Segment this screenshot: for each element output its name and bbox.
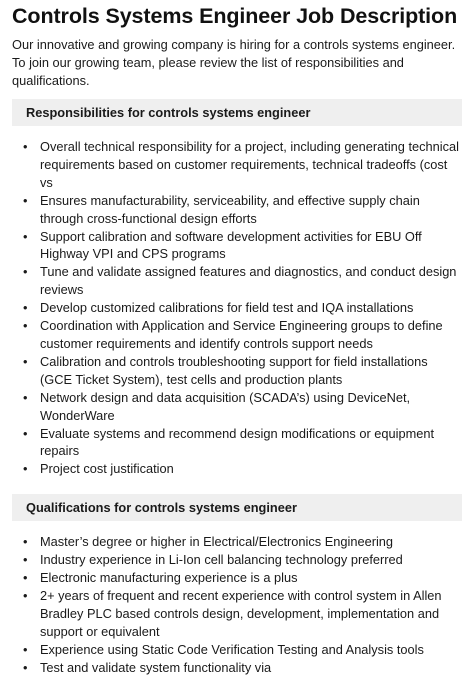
list-item: • Ensures manufacturability, serviceability, and effective supply chain through cross-functional design efforts bbox=[23, 192, 420, 226]
list-item: • Industry experience in Li-Ion cell balancing technology preferred bbox=[23, 552, 403, 568]
list-item: • Master’s degree or higher in Electrical/Electronics Engineering bbox=[23, 534, 394, 550]
list-item: • Project cost justification bbox=[23, 461, 174, 477]
bullet-icon: • bbox=[23, 353, 28, 369]
bullet-icon: • bbox=[23, 552, 28, 568]
responsibilities-heading: Responsibilities for controls systems engineer bbox=[12, 99, 462, 126]
bullet-icon: • bbox=[23, 264, 28, 280]
bullet-icon: • bbox=[23, 641, 28, 657]
bullet-icon: • bbox=[23, 192, 28, 208]
list-item: • Network design and data acquisition (SCADA’s) using DeviceNet, WonderWare bbox=[23, 389, 411, 423]
list-item: • Test and validate system functionality via bbox=[23, 659, 272, 675]
list-item: • Overall technical responsibility for a project, including generating technical requirements based on customer requirements, technical tradeoffs (cost vs bbox=[23, 139, 459, 190]
bullet-icon: • bbox=[23, 139, 28, 154]
bullet-icon: • bbox=[23, 389, 28, 405]
list-item: • Electronic manufacturing experience is a plus bbox=[23, 570, 298, 586]
qualifications-heading: Qualifications for controls systems engineer bbox=[12, 494, 462, 521]
bullet-icon: • bbox=[23, 534, 28, 550]
bullet-icon: • bbox=[23, 300, 28, 316]
bullet-icon: • bbox=[23, 570, 28, 586]
list-item: • Tune and validate assigned features and diagnostics, and conduct design reviews bbox=[23, 264, 457, 298]
responsibilities-list bbox=[12, 138, 462, 478]
list-item: • Evaluate systems and recommend design modifications or equipment repairs bbox=[23, 425, 435, 459]
bullet-icon: • bbox=[23, 461, 28, 477]
list-item: • 2+ years of frequent and recent experience with control system in Allen Bradley PLC based controls design, development, implementation and support or equivalent bbox=[23, 587, 442, 639]
bullet-icon: • bbox=[23, 659, 28, 675]
bullet-icon: • bbox=[23, 228, 28, 244]
bullet-icon: • bbox=[23, 587, 28, 603]
list-item: • Develop customized calibrations for field test and IQA installations bbox=[23, 300, 414, 316]
list-item: • Experience using Static Code Verification Testing and Analysis tools bbox=[23, 641, 424, 657]
intro-paragraph: Our innovative and growing company is hiring for a controls systems engineer. To join our growing team, please review the list of responsibilities and qualifications. bbox=[12, 37, 456, 88]
qualifications-list bbox=[12, 533, 462, 676]
page-title: Controls Systems Engineer Job Description bbox=[12, 4, 458, 28]
list-item: • Coordination with Application and Service Engineering groups to define customer requirements and identify controls support needs bbox=[23, 318, 443, 351]
list-item: • Calibration and controls troubleshooting support for field installations (GCE Ticket System), test cells and production plants bbox=[23, 353, 428, 387]
list-item: • Support calibration and software development activities for EBU Off Highway VPI and CPS programs bbox=[23, 228, 422, 262]
bullet-icon: • bbox=[23, 318, 28, 334]
bullet-icon: • bbox=[23, 425, 28, 441]
